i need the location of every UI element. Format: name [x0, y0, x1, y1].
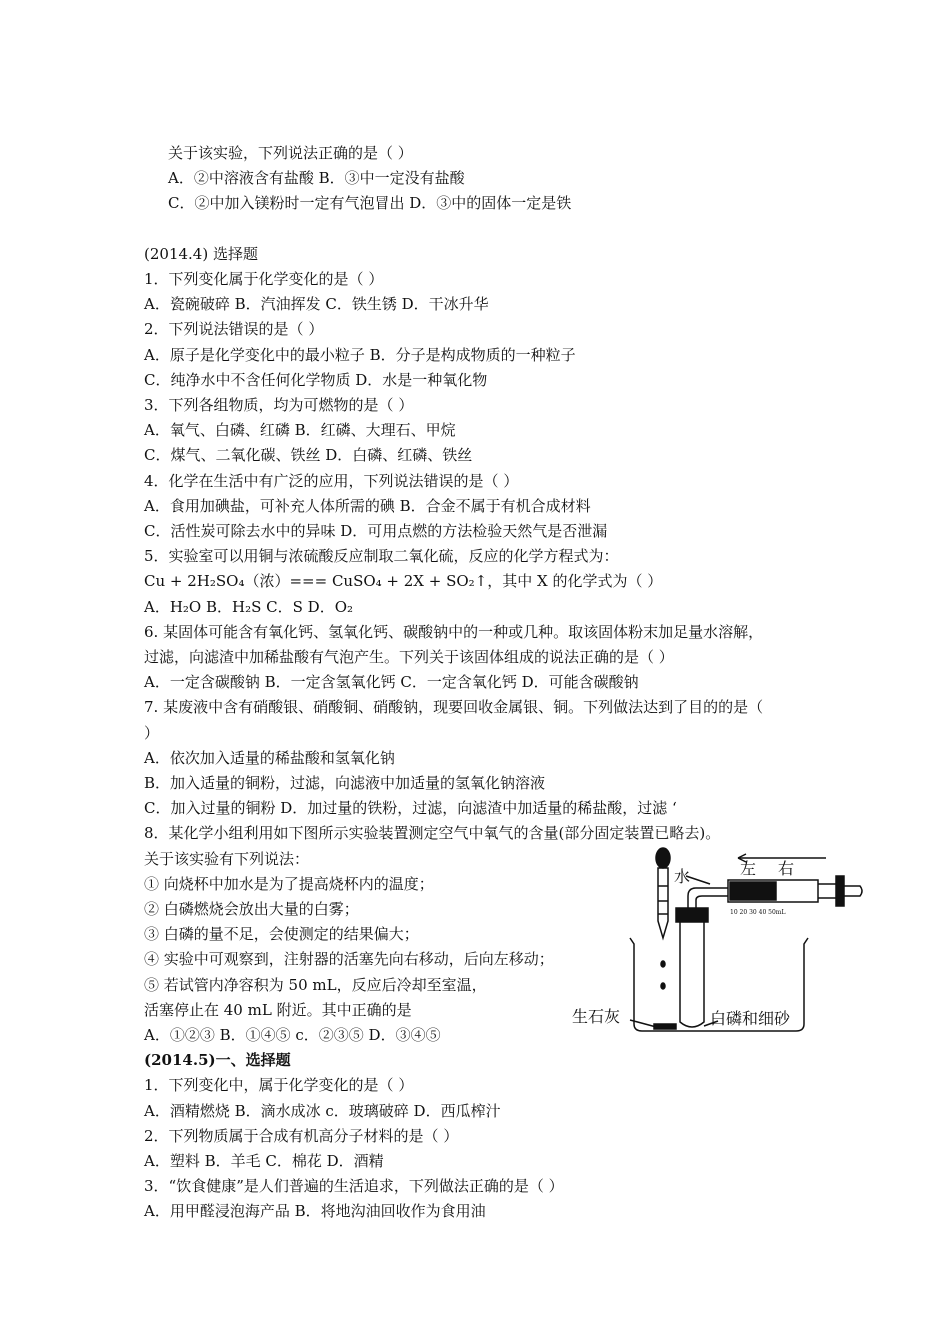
- section-heading: (2014.5)一、选择题: [144, 1051, 291, 1069]
- options-line: A．瓷碗破碎 B．汽油挥发 C．铁生锈 D．干冰升华: [144, 295, 489, 313]
- options-line: C．加入过量的铜粉 D．加过量的铁粉，过滤，向滤渣中加适量的稀盐酸，过滤 ‘: [144, 799, 677, 817]
- stopper: [676, 908, 708, 922]
- options-line: A．用甲醛浸泡海产品 B．将地沟油回收作为食用油: [144, 1202, 486, 1220]
- question-8-cont: 关于该实验有下列说法：: [144, 850, 310, 868]
- options-line: A．食用加碘盐，可补充人体所需的碘 B．合金不属于有机合成材料: [144, 497, 591, 515]
- options-line: A．原子是化学变化中的最小粒子 B．分子是构成物质的一种粒子: [144, 346, 576, 364]
- label-water: 水: [674, 867, 691, 886]
- question-2: 2．下列说法错误的是（ ）: [144, 320, 324, 338]
- options-line: A．①②③ B．①④⑤ c．②③⑤ D．③④⑤: [144, 1026, 441, 1044]
- statement-1: ① 向烧杯中加水是为了提高烧杯内的温度；: [144, 875, 434, 893]
- label-quicklime: 生石灰: [572, 1007, 621, 1026]
- question-8: 8．某化学小组利用如下图所示实验装置测定空气中氧气的含量(部分固定装置已略去)。: [144, 824, 721, 842]
- question-1: 1．下列变化属于化学变化的是（ ）: [144, 270, 384, 288]
- options-line: B．加入适量的铜粉，过滤，向滤液中加适量的氢氧化钠溶液: [144, 774, 546, 792]
- question-4: 4．化学在生活中有广泛的应用，下列说法错误的是（ ）: [144, 472, 519, 490]
- statement-2: ② 白磷燃烧会放出大量的白雾；: [144, 900, 359, 918]
- options-line: C．煤气、二氧化碳、铁丝 D．白磷、红磷、铁丝: [144, 446, 473, 464]
- question-2: 2．下列物质属于合成有机高分子材料的是（ ）: [144, 1127, 459, 1145]
- label-right: 右: [778, 859, 795, 878]
- water-drop: [661, 983, 665, 989]
- q-intro-line: 关于该实验，下列说法正确的是（ ）: [168, 144, 413, 162]
- options-line: A．酒精燃烧 B．滴水成冰 c．玻璃破碎 D．西瓜榨汁: [144, 1102, 501, 1120]
- dropper-bulb: [656, 848, 670, 868]
- section-heading: (2014.4) 选择题: [144, 245, 258, 263]
- statement-5: ⑤ 若试管内净容积为 50 mL，反应后冷却至室温，: [144, 976, 487, 994]
- syringe-plunger: [836, 876, 844, 906]
- options-line: A．H₂O B．H₂S C．S D．O₂: [144, 598, 354, 616]
- dropper-tube: [658, 868, 668, 938]
- statement-5-cont: 活塞停止在 40 mL 附近。其中正确的是: [144, 1001, 412, 1019]
- equation-line: Cu + 2H₂SO₄（浓）=== CuSO₄ + 2X + SO₂↑，其中 X 的化学式为（ ）: [144, 572, 663, 590]
- syringe-scale: 10 20 30 40 50mL: [730, 909, 786, 916]
- experiment-apparatus-figure: [568, 846, 868, 1036]
- question-6-cont: 过滤，向滤渣中加稀盐酸有气泡产生。下列关于该固体组成的说法正确的是（ ）: [144, 648, 674, 666]
- question-3: 3．下列各组物质，均为可燃物的是（ ）: [144, 396, 414, 414]
- options-line: A．氧气、白磷、红磷 B．红磷、大理石、甲烷: [144, 421, 456, 439]
- options-line: C．活性炭可除去水中的异味 D．可用点燃的方法检验天然气是否泄漏: [144, 522, 608, 540]
- options-line: C．②中加入镁粉时一定有气泡冒出 D．③中的固体一定是铁: [168, 194, 572, 212]
- question-3: 3．“饮食健康”是人们普遍的生活追求，下列做法正确的是（ ）: [144, 1177, 564, 1195]
- question-7: 7. 某废液中含有硝酸银、硝酸铜、硝酸钠，现要回收金属银、铜。下列做法达到了目的的是（: [144, 698, 764, 716]
- water-drop: [661, 961, 665, 967]
- options-line: A．塑料 B．羊毛 C．棉花 D．酒精: [144, 1152, 384, 1170]
- connecting-tube: [688, 888, 728, 908]
- statement-4: ④ 实验中可观察到，注射器的活塞先向右移动，后向左移动；: [144, 950, 554, 968]
- question-5: 5．实验室可以用铜与浓硫酸反应制取二氧化硫，反应的化学方程式为：: [144, 547, 619, 565]
- options-line: C．纯净水中不含任何化学物质 D．水是一种氧化物: [144, 371, 488, 389]
- options-line: A．一定含碳酸钠 B．一定含氢氧化钙 C．一定含氧化钙 D．可能含碳酸钠: [144, 673, 639, 691]
- question-7-cont: ）: [144, 724, 160, 742]
- statement-3: ③ 白磷的量不足，会使测定的结果偏大；: [144, 925, 419, 943]
- label-left: 左: [740, 859, 757, 878]
- options-line: A．依次加入适量的稀盐酸和氢氧化钠: [144, 749, 395, 767]
- label-white-phosphorus: 白磷和细砂: [710, 1009, 791, 1028]
- test-tube: [680, 918, 704, 1027]
- question-6: 6. 某固体可能含有氧化钙、氢氧化钙、碳酸钠中的一种或几种。取该固体粉末加足量水溶解，: [144, 623, 764, 641]
- question-1: 1．下列变化中，属于化学变化的是（ ）: [144, 1076, 414, 1094]
- options-line: A．②中溶液含有盐酸 B．③中一定没有盐酸: [168, 169, 465, 187]
